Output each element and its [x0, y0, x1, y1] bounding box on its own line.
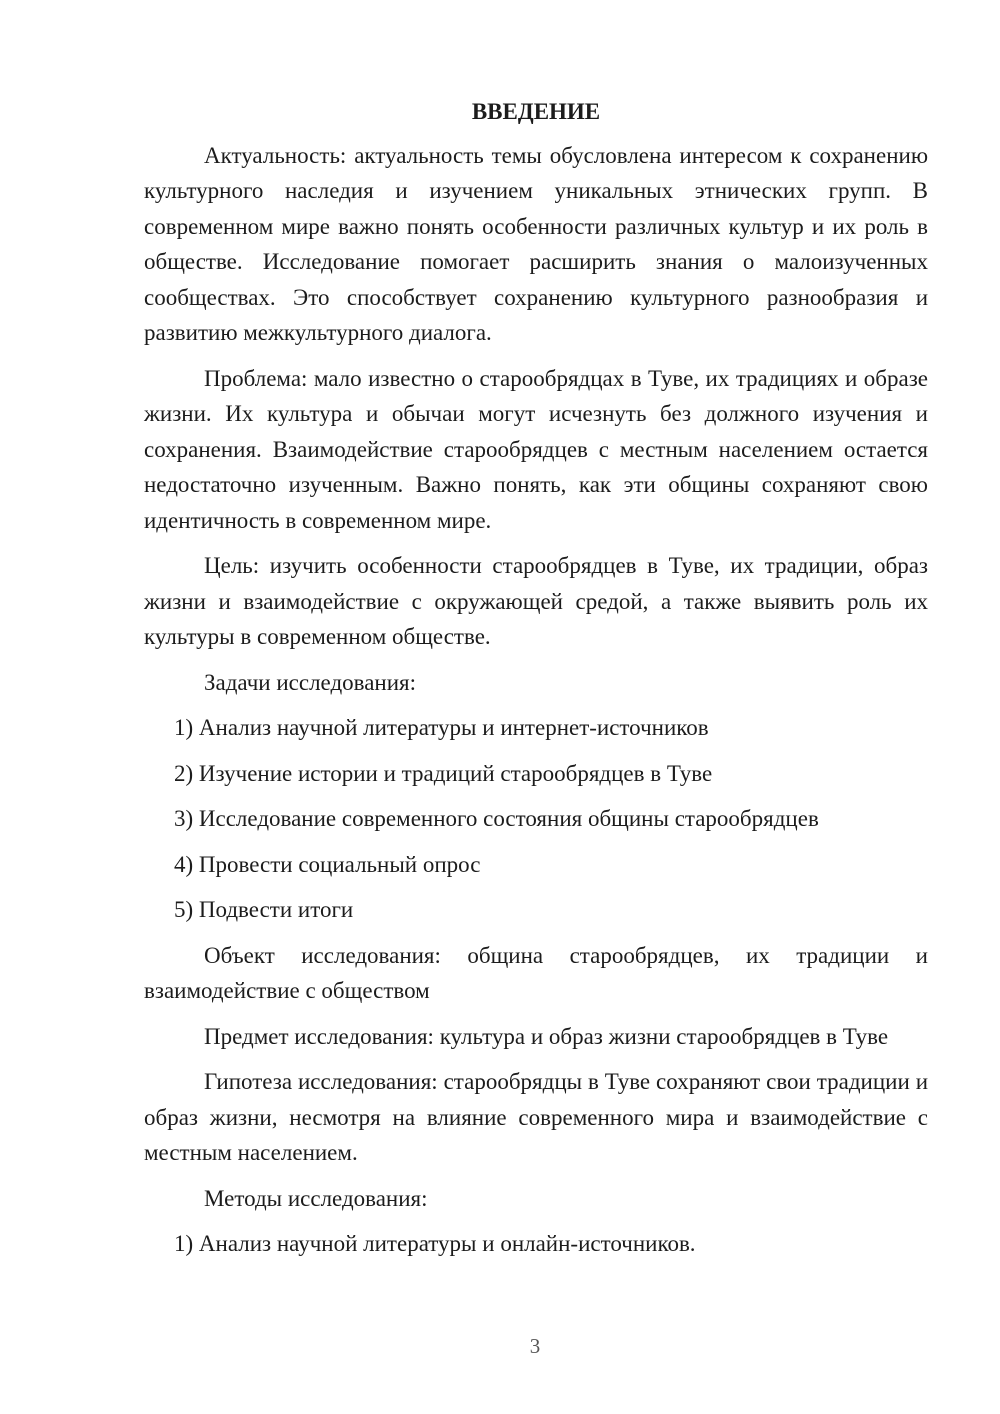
- list-item: 5) Подвести итоги: [174, 897, 354, 922]
- problem-paragraph: Проблема: мало известно о старообрядцах в Туве, их традициях и образе жизни. Их культура и обычаи могут исчезнуть без должного изучения и сохранения. Взаимодействие старообрядцев с местным населением остается недостаточно изученным. Важно понять, как эти общины сохраняют свою идентичность в современном мире.: [144, 365, 928, 533]
- object-paragraph: Объект исследования: община старообрядцев, их традиции и взаимодействие с обществом: [144, 942, 928, 1003]
- methods-list: [144, 1226, 928, 1262]
- list-item: 4) Провести социальный опрос: [174, 851, 481, 877]
- page-title: ВВЕДЕНИЕ: [471, 99, 601, 124]
- tasks-list: [144, 710, 928, 928]
- subject-paragraph: Предмет исследования: культура и образ жизни старообрядцев в Туве: [204, 1023, 889, 1049]
- list-item: 3) Исследование современного состояния общины старообрядцев: [174, 806, 819, 831]
- hypothesis-paragraph: Гипотеза исследования: старообрядцы в Туве сохраняют свои традиции и образ жизни, несмотря на влияние современного мира и взаимодействие с местным населением.: [144, 1069, 928, 1165]
- list-item: 1) Анализ научной литературы и интернет-источников: [174, 715, 709, 740]
- tasks-heading: Задачи исследования:: [204, 669, 417, 695]
- methods-heading: Методы исследования:: [204, 1185, 428, 1211]
- page-content: [144, 94, 928, 1272]
- list-item: 2) Изучение истории и традиций старообрядцев в Туве: [174, 760, 713, 786]
- relevance-paragraph: Актуальность: актуальность темы обусловлена интересом к сохранению культурного наследия и изучением уникальных этнических групп. В современном мире важно понять особенности различных культур и их роль в обществе. Исследование помогает расширить знания о малоизученных сообществах. Это способствует сохранению культурного разнообразия и развитию межкультурного диалога.: [144, 142, 928, 345]
- goal-paragraph: Цель: изучить особенности старообрядцев в Туве, их традиции, образ жизни и взаимодействие с окружающей средой, а также выявить роль их культуры в современном обществе.: [144, 553, 928, 649]
- page-number: 3: [529, 1334, 541, 1358]
- list-item: 1) Анализ научной литературы и онлайн-источников.: [174, 1231, 696, 1256]
